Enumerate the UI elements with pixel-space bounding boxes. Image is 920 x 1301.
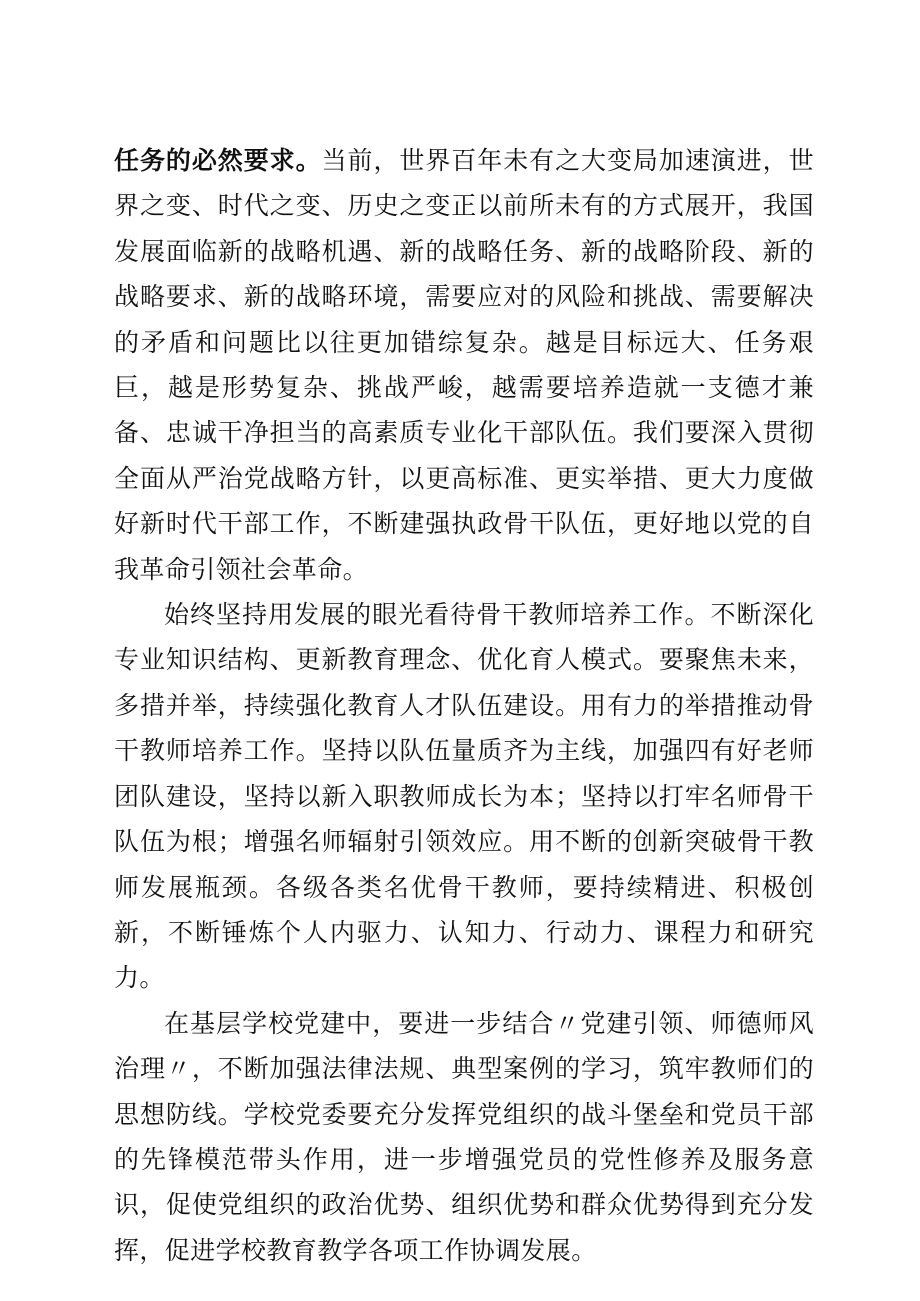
- paragraph-2: [114, 592, 814, 1001]
- paragraph-3-text: 在基层学校党建中，要进一步结合〃党建引领、师德师风治理〃，不断加强法律法规、典型案例的学习，筑牢教师们的思想防线。学校党委要充分发挥党组织的战斗堡垒和党员干部的先锋模范带头作用，进一步增强党员的党性修养及服务意识，促使党组织的政治优势、组织优势和群众优势得到充分发挥，促进学校教育教学各项工作协调发展。: [114, 1008, 814, 1265]
- paragraph-1-text: 当前，世界百年未有之大变局加速演进，世界之变、时代之变、历史之变正以前所未有的方式展开，我国发展面临新的战略机遇、新的战略任务、新的战略阶段、新的战略要求、新的战略环境，需要应对的风险和挑战、需要解决的矛盾和问题比以往更加错综复杂。越是目标远大、任务艰巨，越是形势复杂、挑战严峻，越需要培养造就一支德才兼备、忠诚干净担当的高素质专业化干部队伍。我们要深入贯彻全面从严治党战略方针，以更高标准、更实举措、更大力度做好新时代干部工作，不断建强执政骨干队伍，更好地以党的自我革命引领社会革命。: [114, 146, 815, 584]
- paragraph-1: [114, 138, 814, 592]
- paragraph-2-text: 始终坚持用发展的眼光看待骨干教师培养工作。不断深化专业知识结构、更新教育理念、优化育人模式。要聚焦未来，多措并举，持续强化教育人才队伍建设。用有力的举措推动骨干教师培养工作。坚持以队伍量质齐为主线，加强四有好老师团队建设，坚持以新入职教师成长为本；坚持以打牢名师骨干队伍为根；增强名师辐射引领效应。用不断的创新突破骨干教师发展瓶颈。各级各类名优骨干教师，要持续精进、积极创新，不断锤炼个人内驱力、认知力、行动力、课程力和研究力。: [114, 600, 814, 993]
- paragraph-1-bold-lead: 任务的必然要求。: [114, 146, 322, 175]
- document-body: [114, 138, 814, 1273]
- paragraph-3: [114, 1001, 814, 1273]
